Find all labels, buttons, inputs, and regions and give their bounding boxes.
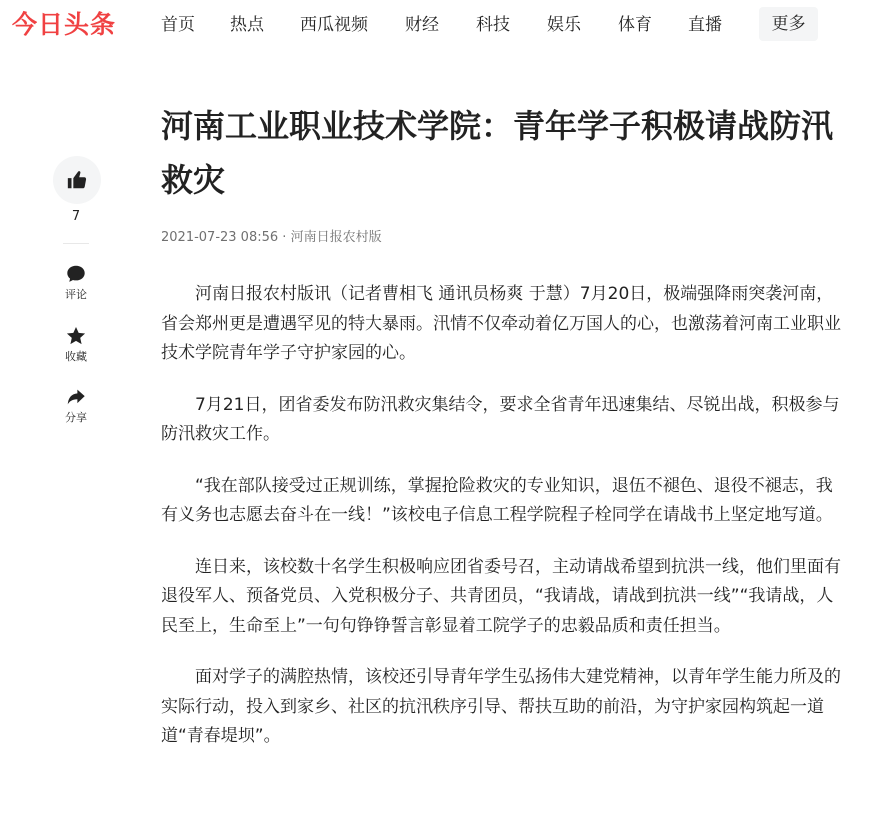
meta-separator: · (278, 230, 291, 245)
nav-item-home[interactable]: 首页 (161, 15, 195, 35)
article-paragraph: 7月21日，团省委发布防汛救灾集结令，要求全省青年迅速集结、尽锐出战，积极参与防汛救灾工作。 (161, 394, 840, 444)
nav-item-tech[interactable]: 科技 (476, 15, 510, 35)
share-icon (65, 386, 87, 408)
share-label: 分享 (65, 411, 87, 424)
nav-item-finance[interactable]: 财经 (405, 15, 439, 35)
top-nav-bar (0, 0, 883, 50)
article-paragraph: 河南日报农村版讯（记者曹相飞 通讯员杨爽 于慧）7月20日，极端强降雨突袭河南，省会郑州更是遭遇罕见的特大暴雨。汛情不仅牵动着亿万国人的心，也激荡着河南工业职业技术学院青年学子守护家园的心。 (161, 284, 841, 363)
article-body (161, 280, 841, 774)
comment-icon (65, 263, 87, 285)
like-button[interactable] (53, 156, 101, 204)
article-paragraph: “我在部队接受过正规训练，掌握抢险救灾的专业知识，退伍不褪色、退役不褪志，我有义务也志愿去奋斗在一线！”该校电子信息工程学院程子栓同学在请战书上坚定地写道。 (161, 475, 833, 525)
article-meta (161, 226, 382, 245)
comment-button[interactable] (50, 263, 102, 302)
star-icon (65, 325, 87, 347)
rail-divider (63, 243, 89, 244)
article-title: 河南工业职业技术学院：青年学子积极请战防汛救灾 (161, 107, 834, 199)
article-source[interactable]: 河南日报农村版 (290, 230, 382, 245)
collect-button[interactable] (50, 325, 102, 364)
article-paragraph: 面对学子的满腔热情，该校还引导青年学生弘扬伟大建党精神，以青年学生能力所及的实际行动，投入到家乡、社区的抗汛秩序引导、帮扶互助的前沿，为守护家园构筑起一道道“青春堤坝”。 (161, 667, 841, 746)
publish-time: 2021-07-23 08:56 (161, 230, 279, 245)
collect-label: 收藏 (65, 350, 87, 363)
nav-item-hot[interactable]: 热点 (230, 15, 264, 35)
share-button[interactable] (50, 386, 102, 425)
nav-item-live[interactable]: 直播 (688, 15, 722, 35)
article-paragraph: 连日来，该校数十名学生积极响应团省委号召，主动请战希望到抗洪一线，他们里面有退役军人、预备党员、入党积极分子、共青团员，“我请战，请战到抗洪一线”“我请战，人民至上，生命至上”一句句铮铮誓言彰显着工院学子的忠毅品质和责任担当。 (161, 556, 841, 636)
nav-item-xigua-video[interactable]: 西瓜视频 (300, 15, 368, 35)
nav-more-button[interactable]: 更多 (759, 7, 818, 41)
like-count: 7 (71, 209, 81, 224)
site-logo[interactable]: 今日头条 (12, 10, 117, 39)
thumb-up-icon (66, 169, 88, 191)
nav-item-sports[interactable]: 体育 (618, 15, 652, 35)
nav-item-entertainment[interactable]: 娱乐 (547, 15, 581, 35)
comment-label: 评论 (65, 288, 87, 301)
